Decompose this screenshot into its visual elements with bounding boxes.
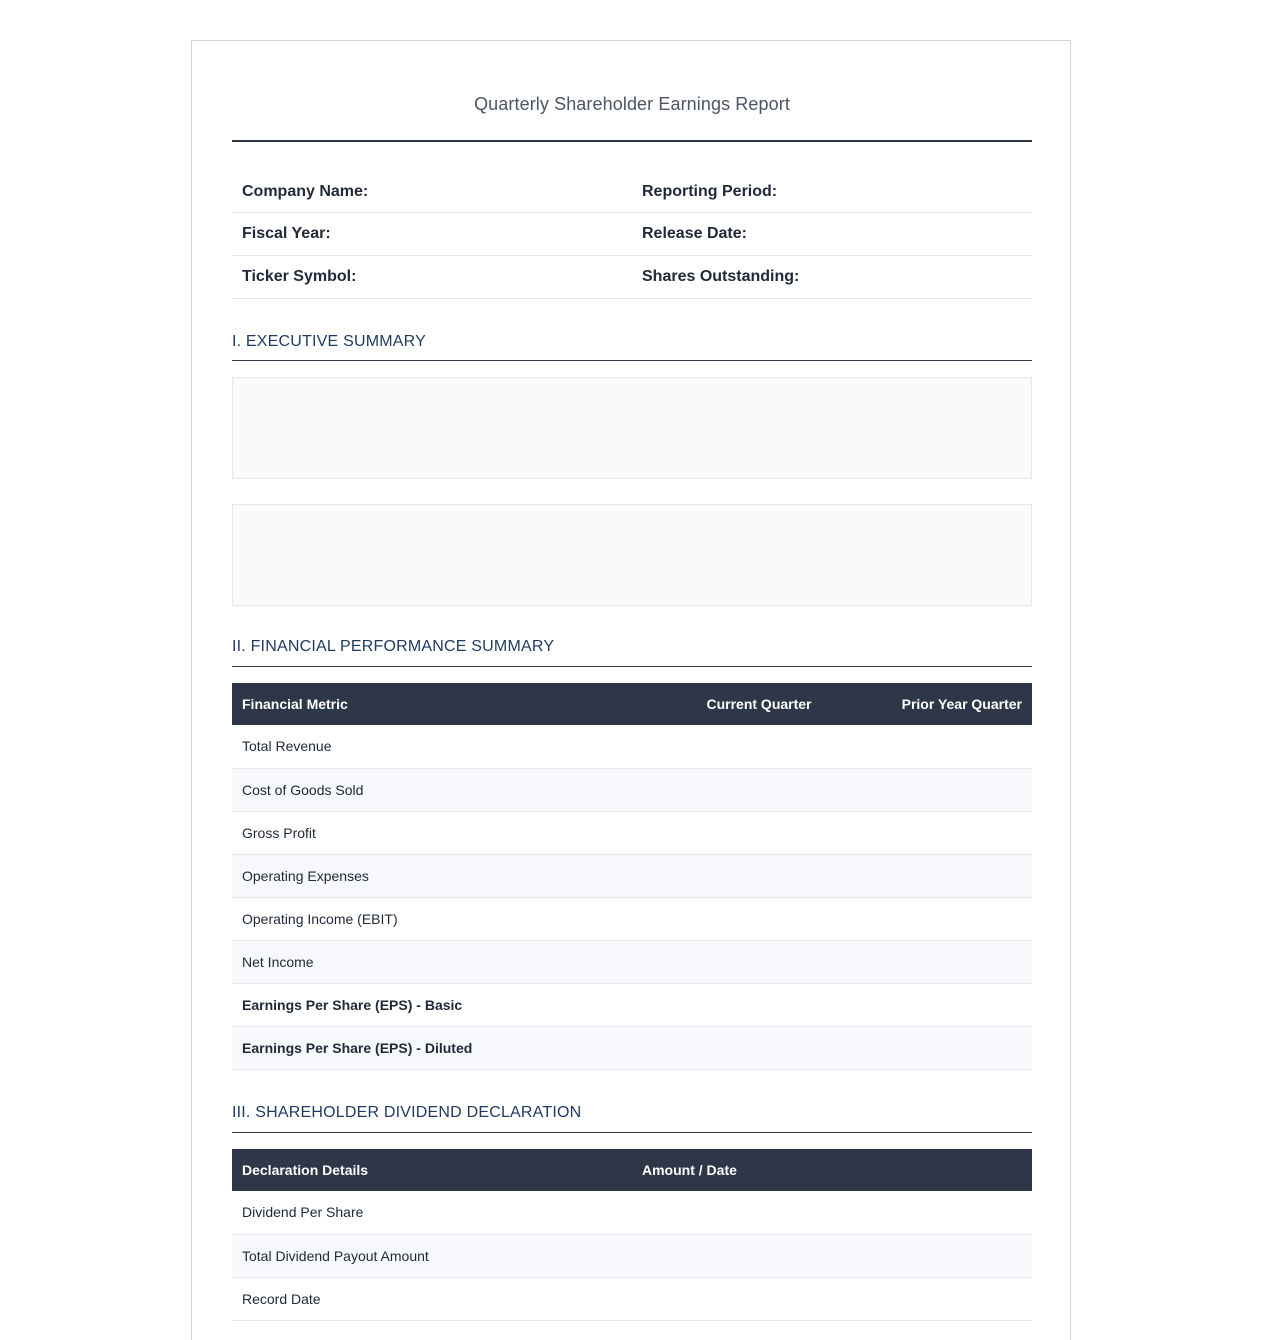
current-quarter-cell[interactable] xyxy=(632,897,886,940)
prior-year-cell[interactable] xyxy=(886,768,1032,811)
metric-cell: Earnings Per Share (EPS) - Diluted xyxy=(232,1026,632,1069)
column-header-amount-date: Amount / Date xyxy=(632,1149,1032,1191)
section-divider xyxy=(232,1132,1032,1133)
company-name-label: Company Name: xyxy=(242,182,369,200)
metric-cell: Net Income xyxy=(232,940,632,983)
executive-summary-heading: I. EXECUTIVE SUMMARY xyxy=(232,333,426,350)
value-cell[interactable] xyxy=(632,1277,1032,1320)
prior-year-cell[interactable] xyxy=(886,897,1032,940)
executive-summary-textbox-2[interactable] xyxy=(232,504,1032,606)
prior-year-cell[interactable] xyxy=(886,725,1032,768)
prior-year-cell[interactable] xyxy=(886,1026,1032,1069)
metric-cell: Cost of Goods Sold xyxy=(232,768,632,811)
table-row xyxy=(232,768,1032,811)
title-divider xyxy=(232,140,1032,142)
column-header-declaration-details: Declaration Details xyxy=(232,1149,632,1191)
section-divider xyxy=(232,666,1032,667)
column-header-current-quarter: Current Quarter xyxy=(632,683,886,725)
metric-cell: Total Revenue xyxy=(232,725,632,768)
metric-cell: Operating Income (EBIT) xyxy=(232,897,632,940)
meta-row xyxy=(232,171,1032,213)
release-date-label: Release Date: xyxy=(642,225,747,242)
current-quarter-cell[interactable] xyxy=(632,768,886,811)
detail-cell: Record Date xyxy=(232,1277,632,1320)
table-row xyxy=(232,811,1032,854)
financial-performance-table xyxy=(232,683,1032,1070)
meta-row xyxy=(232,213,1032,256)
table-header-row xyxy=(232,1149,1032,1191)
metric-cell: Operating Expenses xyxy=(232,854,632,897)
table-header-row xyxy=(232,683,1032,725)
ticker-symbol-label: Ticker Symbol: xyxy=(242,268,357,285)
detail-cell: Total Dividend Payout Amount xyxy=(232,1234,632,1277)
metric-cell: Gross Profit xyxy=(232,811,632,854)
prior-year-cell[interactable] xyxy=(886,854,1032,897)
table-row xyxy=(232,1277,1032,1320)
company-info-grid xyxy=(232,171,1032,299)
table-row xyxy=(232,1234,1032,1277)
financial-performance-heading: II. FINANCIAL PERFORMANCE SUMMARY xyxy=(232,638,555,655)
table-row xyxy=(232,983,1032,1026)
current-quarter-cell[interactable] xyxy=(632,811,886,854)
prior-year-cell[interactable] xyxy=(886,983,1032,1026)
report-page xyxy=(191,40,1071,1340)
dividend-declaration-heading: III. SHAREHOLDER DIVIDEND DECLARATION xyxy=(232,1104,582,1121)
meta-row xyxy=(232,256,1032,299)
table-row xyxy=(232,897,1032,940)
shares-outstanding-label: Shares Outstanding: xyxy=(642,268,800,285)
executive-summary-textbox-1[interactable] xyxy=(232,377,1032,479)
table-row xyxy=(232,725,1032,768)
dividend-declaration-table xyxy=(232,1149,1032,1321)
table-row xyxy=(232,854,1032,897)
fiscal-year-label: Fiscal Year: xyxy=(242,225,331,242)
reporting-period-label: Reporting Period: xyxy=(642,182,778,200)
value-cell[interactable] xyxy=(632,1234,1032,1277)
current-quarter-cell[interactable] xyxy=(632,725,886,768)
detail-cell: Dividend Per Share xyxy=(232,1191,632,1234)
column-header-prior-year-quarter: Prior Year Quarter xyxy=(886,683,1032,725)
table-row xyxy=(232,940,1032,983)
prior-year-cell[interactable] xyxy=(886,940,1032,983)
value-cell[interactable] xyxy=(632,1191,1032,1234)
table-row xyxy=(232,1026,1032,1069)
current-quarter-cell[interactable] xyxy=(632,940,886,983)
prior-year-cell[interactable] xyxy=(886,811,1032,854)
table-row xyxy=(232,1191,1032,1234)
column-header-metric: Financial Metric xyxy=(232,683,632,725)
document-title: Quarterly Shareholder Earnings Report xyxy=(474,94,790,114)
metric-cell: Earnings Per Share (EPS) - Basic xyxy=(232,983,632,1026)
current-quarter-cell[interactable] xyxy=(632,854,886,897)
current-quarter-cell[interactable] xyxy=(632,1026,886,1069)
section-divider xyxy=(232,360,1032,361)
current-quarter-cell[interactable] xyxy=(632,983,886,1026)
